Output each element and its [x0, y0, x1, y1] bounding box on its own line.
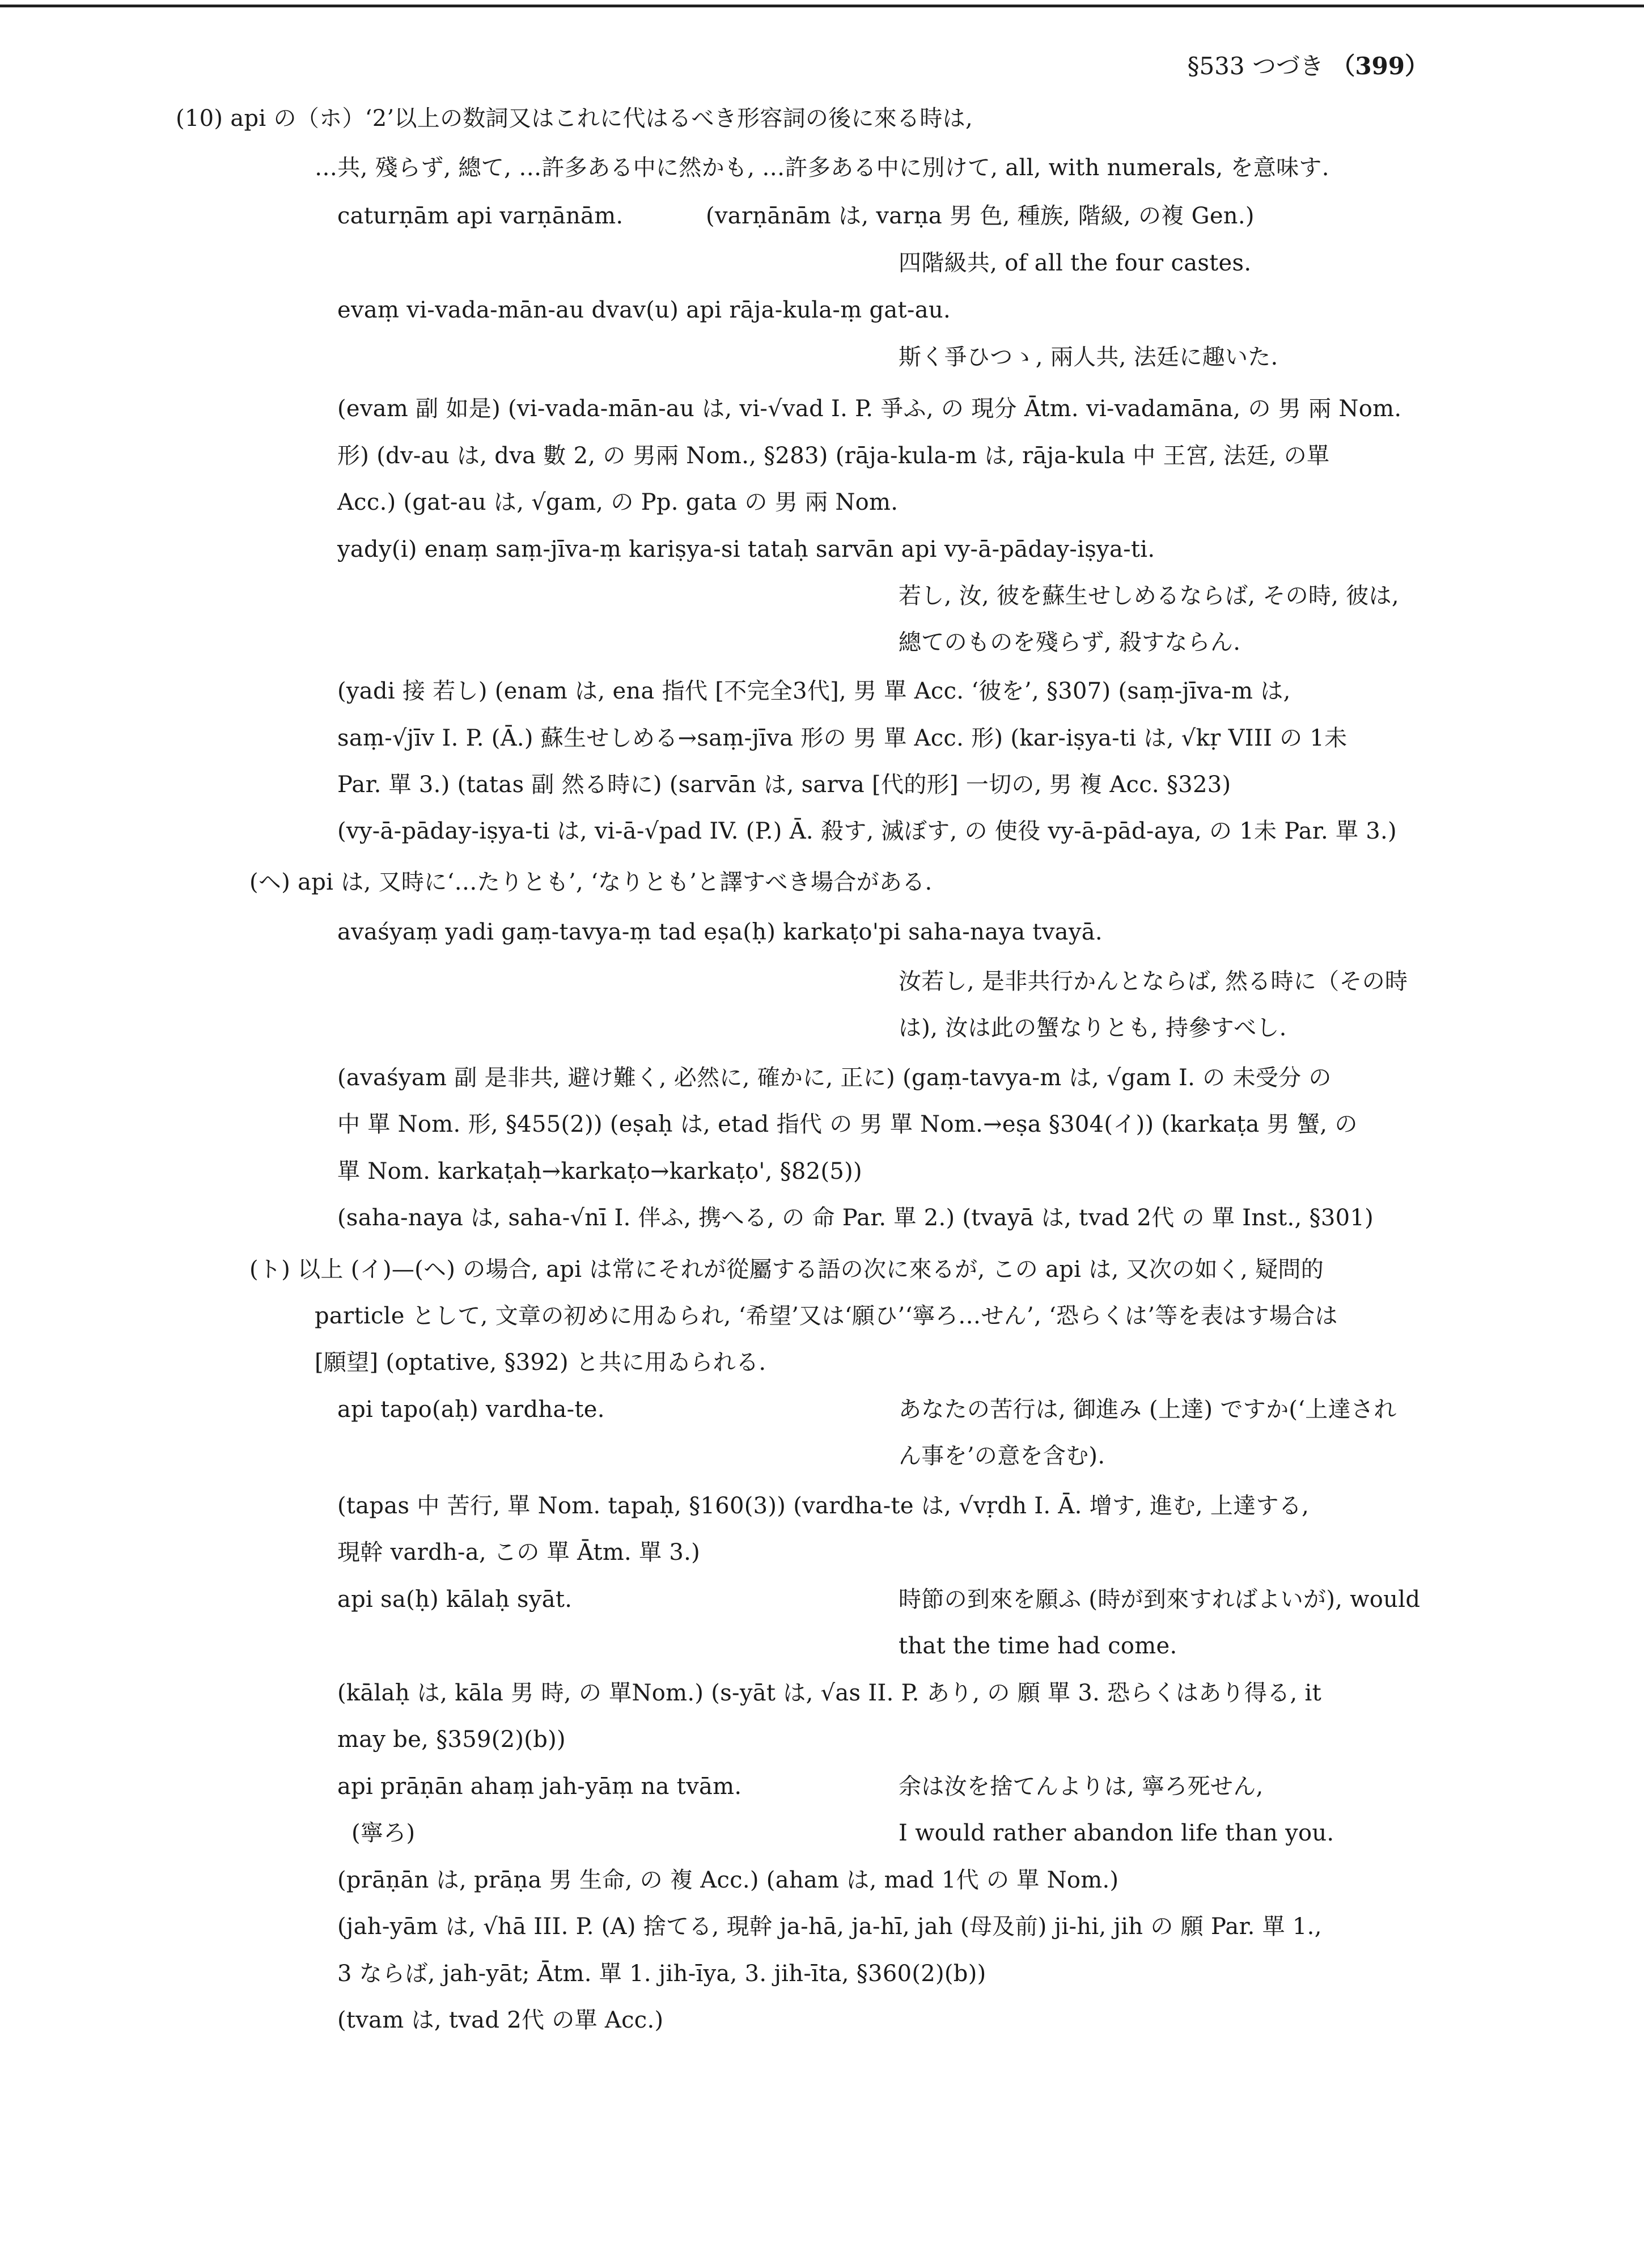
text-line: (yadi 接 若し) (enam は, ena 指代 [不完全3代], 男 單 Acc. ‘彼を’, §307) (saṃ-jīva-m は, — [337, 678, 1291, 704]
text-line: 若し, 汝, 彼を蘇生せしめるならば, その時, 彼は, — [899, 583, 1399, 609]
text-line: (tapas 中 苦行, 單 Nom. tapaḥ, §160(3)) (vardha-te は, √vṛdh I. Ā. 增す, 進む, 上達する, — [337, 1493, 1310, 1519]
text-line: 形) (dv-au は, dva 數 2, の 男兩 Nom., §283) (rāja-kula-m は, rāja-kula 中 王宮, 法廷, の單 — [337, 443, 1330, 469]
text-line: particle として, 文章の初めに用ゐられ, ‘希望’又は‘願ひ’‘寧ろ…せん’, ‘恐らくは’等を表はす場合は — [315, 1303, 1338, 1329]
text-line: evaṃ vi-vada-mān-au dvav(u) api rāja-kula-ṃ gat-au. — [337, 297, 951, 323]
text-line: Par. 單 3.) (tatas 副 然る時に) (sarvān は, sarva [代的形] 一切の, 男 複 Acc. §323) — [337, 772, 1231, 798]
text-line: (vy-ā-pāday-iṣya-ti は, vi-ā-√pad IV. (P.) Ā. 殺す, 滅ぼす, の 使役 vy-ā-pād-aya, の 1未 Par. 單 3.) — [337, 818, 1397, 844]
text-line: Acc.) (gat-au は, √gam, の Pp. gata の 男 兩 Nom. — [337, 489, 899, 515]
text-line: (kālaḥ は, kāla 男 時, の 單Nom.) (s-yāt は, √as II. P. あり, の 願 單 3. 恐らくはあり得る, it — [337, 1680, 1321, 1706]
running-header — [1187, 48, 1429, 82]
text-line: (evam 副 如是) (vi-vada-mān-au は, vi-√vad I. P. 爭ふ, の 現分 Ātm. vi-vadamāna, の 男 兩 Nom. — [337, 396, 1402, 422]
text-line: 3 ならば, jah-yāt; Ātm. 單 1. jih-īya, 3. jih-īta, §360(2)(b)) — [337, 1961, 986, 1987]
text-line: (varṇānām は, varṇa 男 色, 種族, 階級, の複 Gen.) — [706, 203, 1255, 229]
text-line: (寧ろ) — [351, 1820, 416, 1846]
text-line: 汝若し, 是非共行かんとならば, 然る時に（その時 — [899, 968, 1408, 995]
text-line: 現幹 vardh-a, この 單 Ātm. 單 3.) — [337, 1539, 701, 1565]
text-line: (ト) 以上 (イ)—(ヘ) の場合, api は常にそれが從屬する語の次に來るが, この api は, 又次の如く, 疑問的 — [249, 1256, 1324, 1283]
text-line: 總てのものを殘らず, 殺すならん. — [899, 629, 1241, 655]
text-line: 中 單 Nom. 形, §455(2)) (eṣaḥ は, etad 指代 の 男 單 Nom.→eṣa §304(イ)) (karkaṭa 男 蟹, の — [337, 1111, 1358, 1137]
text-line: ん事を’の意を含む). — [899, 1443, 1105, 1469]
text-line: (prāṇān は, prāṇa 男 生命, の 複 Acc.) (aham は, mad 1代 の 單 Nom.) — [337, 1867, 1119, 1893]
text-line: 斯く爭ひつゝ, 兩人共, 法廷に趣いた. — [899, 344, 1278, 370]
text-line: (tvam は, tvad 2代 の單 Acc.) — [337, 2007, 664, 2033]
page-number: （399） — [1331, 52, 1429, 80]
text-line: (avaśyam 副 是非共, 避け難く, 必然に, 確かに, 正に) (gaṃ-tavya-m は, √gam I. の 未受分 の — [337, 1065, 1332, 1091]
text-line: 四階級共, of all the four castes. — [899, 250, 1252, 276]
text-line: api tapo(aḥ) vardha-te. — [337, 1397, 605, 1423]
text-line: I would rather abandon life than you. — [899, 1820, 1334, 1846]
section-label: §533 つづき — [1187, 52, 1324, 80]
text-line: saṃ-√jīv I. P. (Ā.) 蘇生せしめる→saṃ-jīva 形の 男 單 Acc. 形) (kar-iṣya-ti は, √kṛ VIII の 1未 — [337, 725, 1348, 751]
text-line: yady(i) enaṃ saṃ-jīva-ṃ kariṣya-si tataḥ sarvān api vy-ā-pāday-iṣya-ti. — [337, 536, 1155, 562]
text-line: (ヘ) api は, 又時に‘…たりとも’, ‘なりとも’と譯すべき場合がある. — [249, 869, 933, 895]
text-line: …共, 殘らず, 總て, …許多ある中に然かも, …許多ある中に別けて, all, with numerals, を意味す. — [315, 155, 1329, 181]
text-line: avaśyaṃ yadi gaṃ-tavya-ṃ tad eṣa(ḥ) karkaṭo'pi saha-naya tvayā. — [337, 919, 1103, 945]
text-line: (jah-yām は, √hā III. P. (A) 捨てる, 現幹 ja-hā, ja-hī, jah (母及前) ji-hi, jih の 願 Par. 單 1., — [337, 1914, 1322, 1940]
text-line: 單 Nom. karkaṭaḥ→karkaṭo→karkaṭo', §82(5)) — [337, 1158, 862, 1184]
text-line: 余は汝を捨てんよりは, 寧ろ死せん, — [899, 1774, 1264, 1800]
top-rule — [0, 5, 1644, 7]
text-line: あなたの苦行は, 御進み (上達) ですか(‘上達され — [899, 1397, 1397, 1423]
text-line: api sa(ḥ) kālaḥ syāt. — [337, 1586, 573, 1613]
text-line: は), 汝は此の蟹なりとも, 持參すべし. — [899, 1015, 1287, 1041]
text-line: may be, §359(2)(b)) — [337, 1727, 566, 1753]
text-line: (10) api の（ホ）‘2’以上の数詞又はこれに代はるべき形容詞の後に來る時は, — [176, 105, 973, 132]
text-line: [願望] (optative, §392) と共に用ゐられる. — [315, 1349, 766, 1376]
text-line: caturṇām api varṇānām. — [337, 203, 624, 229]
text-line: (saha-naya は, saha-√nī I. 伴ふ, 携へる, の 命 Par. 單 2.) (tvayā は, tvad 2代 の 單 Inst., §301) — [337, 1205, 1374, 1231]
text-line: 時節の到來を願ふ (時が到來すればよいが), would — [899, 1586, 1421, 1613]
text-line: that the time had come. — [899, 1633, 1177, 1659]
text-line: api prāṇān ahaṃ jah-yāṃ na tvām. — [337, 1774, 742, 1800]
